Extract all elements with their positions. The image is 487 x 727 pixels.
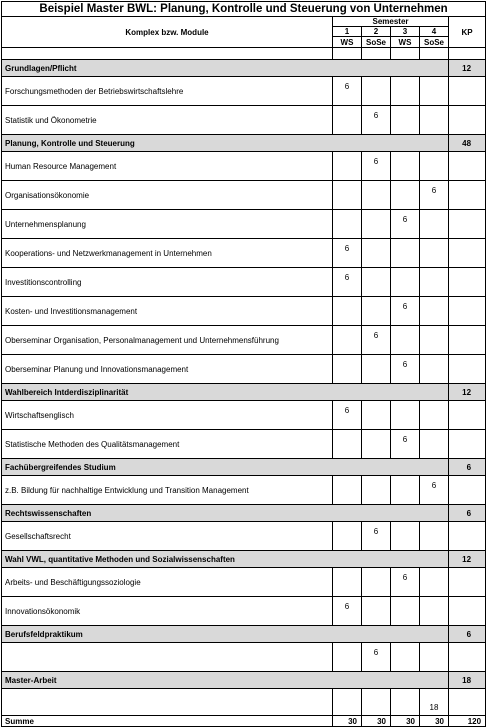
summe-value: 30 <box>333 716 362 727</box>
section-title: Rechtswissenschaften <box>2 505 449 522</box>
semester-credit <box>391 643 420 672</box>
semester-type: SoSe <box>420 37 449 48</box>
module-name: Kosten- und Investitionsmanagement <box>2 297 333 326</box>
section-header-row <box>2 459 486 476</box>
semester-credit <box>362 597 391 626</box>
module-row <box>2 401 486 430</box>
semester-type: WS <box>333 37 362 48</box>
summe-value: 30 <box>362 716 391 727</box>
semester-credit <box>362 268 391 297</box>
module-row <box>2 430 486 459</box>
section-kp: 12 <box>449 60 486 77</box>
module-row <box>2 597 486 626</box>
semester-credit: 6 <box>333 77 362 106</box>
module-name: Human Resource Management <box>2 152 333 181</box>
section-title: Grundlagen/Pflicht <box>2 60 449 77</box>
semester-credit <box>391 77 420 106</box>
semester-credit <box>362 401 391 430</box>
semester-credit <box>333 643 362 672</box>
semester-credit: 6 <box>333 597 362 626</box>
semester-credit <box>420 597 449 626</box>
semester-credit <box>333 152 362 181</box>
semester-credit: 6 <box>391 430 420 459</box>
semester-credit <box>391 401 420 430</box>
section-header-row <box>2 626 486 643</box>
section-header-row <box>2 60 486 77</box>
section-title: Fachübergreifendes Studium <box>2 459 449 476</box>
semester-credit <box>333 326 362 355</box>
module-name: Investitionscontrolling <box>2 268 333 297</box>
semester-number: 4 <box>420 27 449 37</box>
module-row <box>2 326 486 355</box>
semester-credit <box>391 476 420 505</box>
semester-credit <box>362 476 391 505</box>
section-header-row <box>2 505 486 522</box>
module-name: Statistische Methoden des Qualitätsmanagement <box>2 430 333 459</box>
semester-credit <box>333 106 362 135</box>
semester-credit: 6 <box>391 568 420 597</box>
semester-credit: 6 <box>391 210 420 239</box>
semester-credit <box>420 355 449 384</box>
module-row <box>2 689 486 716</box>
module-row <box>2 210 486 239</box>
section-kp: 18 <box>449 672 486 689</box>
semester-credit <box>333 297 362 326</box>
section-title: Wahl VWL, quantitative Methoden und Sozialwissenschaften <box>2 551 449 568</box>
semester-number: 1 <box>333 27 362 37</box>
semester-credit <box>362 568 391 597</box>
summe-row <box>2 716 486 727</box>
semester-credit <box>362 181 391 210</box>
semester-credit <box>333 689 362 716</box>
page-title: Beispiel Master BWL: Planung, Kontrolle und Steuerung von Unternehmen <box>2 2 486 17</box>
section-header-row <box>2 384 486 401</box>
module-row <box>2 77 486 106</box>
curriculum-table <box>1 1 486 727</box>
semester-credit <box>420 297 449 326</box>
semester-credit: 6 <box>391 355 420 384</box>
semester-credit <box>420 401 449 430</box>
module-row <box>2 643 486 672</box>
semester-credit: 6 <box>362 106 391 135</box>
semester-credit: 6 <box>362 326 391 355</box>
semester-credit <box>362 430 391 459</box>
semester-credit <box>362 239 391 268</box>
section-title: Berufsfeldpraktikum <box>2 626 449 643</box>
module-row <box>2 355 486 384</box>
module-name: Wirtschaftsenglisch <box>2 401 333 430</box>
module-name: Oberseminar Organisation, Personalmanagement und Unternehmensführung <box>2 326 333 355</box>
semester-credit <box>420 430 449 459</box>
module-row <box>2 297 486 326</box>
module-row <box>2 268 486 297</box>
semester-credit <box>362 77 391 106</box>
semester-header: Semester <box>333 17 449 27</box>
semester-credit <box>420 568 449 597</box>
module-row <box>2 239 486 268</box>
semester-credit: 6 <box>362 522 391 551</box>
semester-number: 2 <box>362 27 391 37</box>
module-name: Statistik und Ökonometrie <box>2 106 333 135</box>
semester-credit: 6 <box>391 297 420 326</box>
section-kp: 12 <box>449 384 486 401</box>
module-row <box>2 568 486 597</box>
summe-value: 30 <box>391 716 420 727</box>
module-row <box>2 106 486 135</box>
module-name: Oberseminar Planung und Innovationsmanagement <box>2 355 333 384</box>
section-kp: 48 <box>449 135 486 152</box>
semester-credit: 6 <box>420 476 449 505</box>
semester-credit <box>391 106 420 135</box>
semester-credit <box>391 326 420 355</box>
module-name: Gesellschaftsrecht <box>2 522 333 551</box>
module-name: Unternehmensplanung <box>2 210 333 239</box>
semester-credit: 6 <box>333 401 362 430</box>
semester-credit <box>420 152 449 181</box>
module-row <box>2 152 486 181</box>
semester-credit <box>333 522 362 551</box>
section-header-row <box>2 672 486 689</box>
semester-credit <box>333 430 362 459</box>
module-name: z.B. Bildung für nachhaltige Entwicklung und Transition Management <box>2 476 333 505</box>
spacer-row <box>2 48 486 60</box>
module-name: Innovationsökonomik <box>2 597 333 626</box>
section-header-row <box>2 551 486 568</box>
semester-credit <box>391 597 420 626</box>
semester-credit <box>333 210 362 239</box>
semester-credit <box>362 297 391 326</box>
semester-credit <box>333 181 362 210</box>
semester-credit: 6 <box>333 239 362 268</box>
summe-value: 30 <box>420 716 449 727</box>
semester-credit <box>391 689 420 716</box>
semester-number: 3 <box>391 27 420 37</box>
module-row <box>2 181 486 210</box>
semester-credit <box>420 77 449 106</box>
semester-credit: 18 <box>420 689 449 716</box>
semester-type: SoSe <box>362 37 391 48</box>
semester-credit <box>420 210 449 239</box>
section-kp: 6 <box>449 505 486 522</box>
section-kp: 12 <box>449 551 486 568</box>
semester-credit <box>391 268 420 297</box>
module-row <box>2 476 486 505</box>
module-name <box>2 689 333 716</box>
module-name: Kooperations- und Netzwerkmanagement in Unternehmen <box>2 239 333 268</box>
module-name: Forschungsmethoden der Betriebswirtschaftslehre <box>2 77 333 106</box>
semester-credit <box>333 568 362 597</box>
module-name: Organisationsökonomie <box>2 181 333 210</box>
semester-credit <box>391 522 420 551</box>
semester-credit <box>420 326 449 355</box>
semester-credit: 6 <box>333 268 362 297</box>
semester-credit <box>333 355 362 384</box>
semester-credit <box>362 210 391 239</box>
section-title: Master-Arbeit <box>2 672 449 689</box>
summe-label: Summe <box>2 716 333 727</box>
semester-credit: 6 <box>420 181 449 210</box>
semester-credit <box>420 643 449 672</box>
semester-credit <box>420 106 449 135</box>
kp-header: KP <box>449 17 486 48</box>
section-title: Wahlbereich Intderdisziplinarität <box>2 384 449 401</box>
module-row <box>2 522 486 551</box>
module-name: Arbeits- und Beschäftigungssoziologie <box>2 568 333 597</box>
semester-credit <box>391 181 420 210</box>
semester-credit <box>362 689 391 716</box>
semester-type: WS <box>391 37 420 48</box>
semester-credit <box>420 239 449 268</box>
semester-credit <box>391 152 420 181</box>
module-column-header: Komplex bzw. Module <box>2 17 333 48</box>
semester-credit <box>420 522 449 551</box>
section-kp: 6 <box>449 626 486 643</box>
semester-credit <box>391 239 420 268</box>
semester-credit: 6 <box>362 152 391 181</box>
section-title: Planung, Kontrolle und Steuerung <box>2 135 449 152</box>
semester-credit <box>362 355 391 384</box>
section-header-row <box>2 135 486 152</box>
semester-credit <box>420 268 449 297</box>
semester-credit <box>333 476 362 505</box>
summe-kp: 120 <box>449 716 486 727</box>
semester-credit: 6 <box>362 643 391 672</box>
section-kp: 6 <box>449 459 486 476</box>
module-name <box>2 643 333 672</box>
